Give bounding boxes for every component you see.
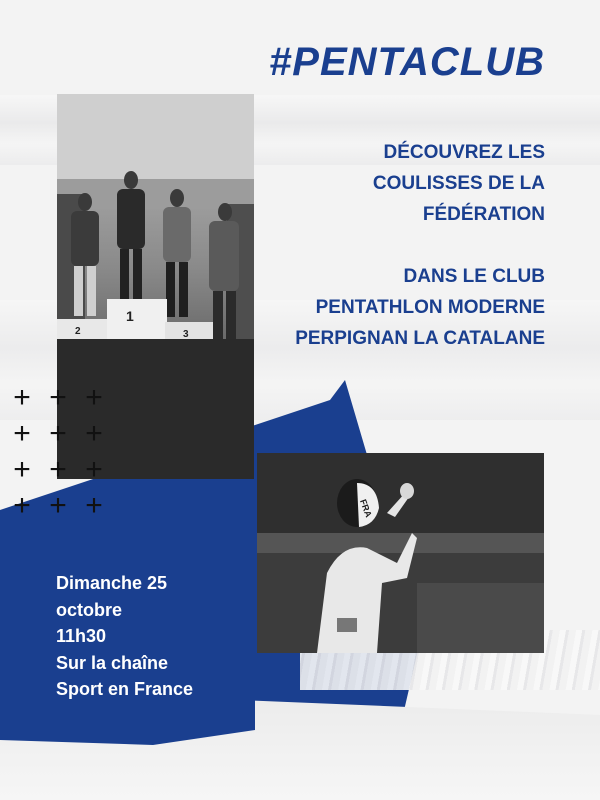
plus-icon: +	[13, 417, 31, 450]
plus-icon: +	[13, 489, 31, 522]
plus-icon: +	[49, 489, 67, 522]
event-info	[56, 570, 256, 703]
plus-icon: +	[13, 453, 31, 486]
intro-line: DANS LE CLUB	[403, 266, 545, 287]
intro-text	[245, 137, 545, 354]
intro-line: COULISSES DE LA	[372, 173, 545, 194]
page-title: #PENTACLUB	[269, 40, 545, 84]
plus-icon: +	[49, 381, 67, 414]
fencer-photo	[257, 453, 544, 653]
plus-icon: +	[13, 381, 31, 414]
podium-number-1: 1	[126, 308, 134, 324]
plus-icon: +	[49, 453, 67, 486]
intro-line: DÉCOUVREZ LES	[383, 142, 545, 163]
event-date-line: octobre	[56, 599, 123, 620]
podium-number-3: 3	[183, 329, 189, 340]
podium-number-2: 2	[75, 326, 81, 337]
plus-icon: +	[85, 417, 103, 450]
event-time: 11h30	[56, 626, 107, 646]
plus-icon: +	[85, 381, 103, 414]
event-channel-name: Sport en France	[56, 679, 194, 699]
plus-icon: +	[49, 417, 67, 450]
event-channel-line: Sur la chaîne	[56, 652, 169, 673]
intro-line: FÉDÉRATION	[422, 204, 545, 225]
plus-icon: +	[85, 453, 103, 486]
intro-line: PENTATHLON MODERNE	[315, 297, 545, 318]
fencer-illustration	[257, 453, 544, 653]
event-date-line: Dimanche 25	[56, 573, 168, 593]
plus-icon: +	[85, 489, 103, 522]
plus-pattern	[4, 383, 114, 521]
intro-line: PERPIGNAN LA CATALANE	[295, 328, 545, 349]
mask-text: FRA	[357, 497, 374, 519]
